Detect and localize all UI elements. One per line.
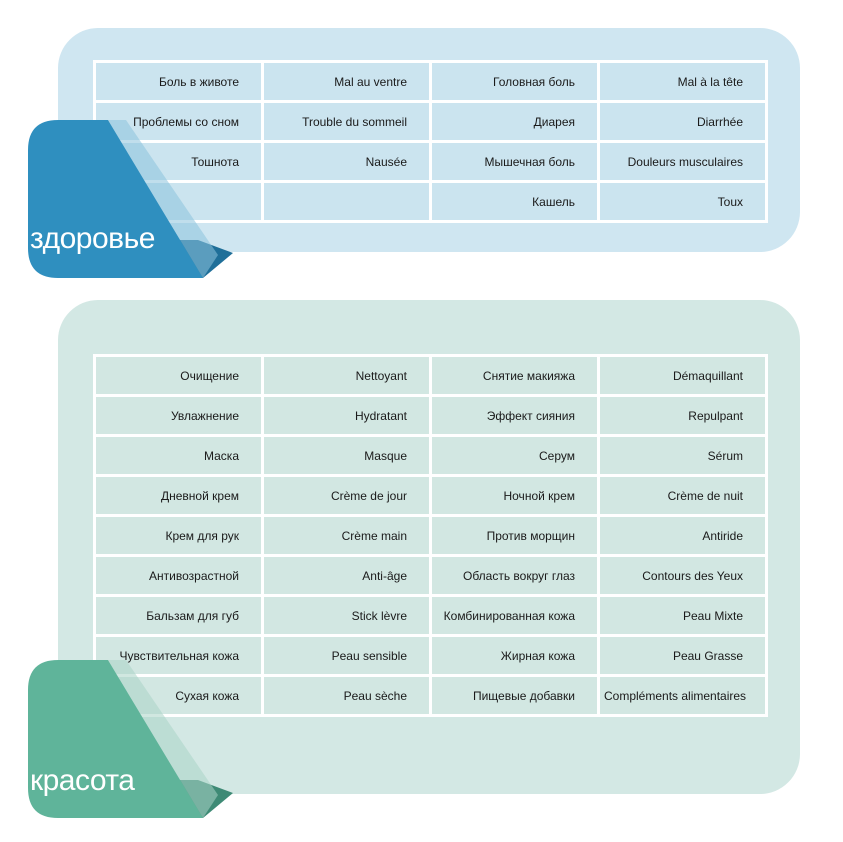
- health-cell: Головная боль: [431, 62, 599, 102]
- beauty-cell: Антивозрастной: [95, 556, 263, 596]
- beauty-cell: Démaquillant: [599, 356, 767, 396]
- beauty-row: [95, 356, 767, 396]
- beauty-cell: Repulpant: [599, 396, 767, 436]
- health-cell: Диарея: [431, 102, 599, 142]
- beauty-cell: Masque: [263, 436, 431, 476]
- health-title: здоровье: [30, 222, 155, 255]
- beauty-cell: Contours des Yeux: [599, 556, 767, 596]
- health-cell: Боль в животе: [95, 62, 263, 102]
- health-cell: Мышечная боль: [431, 142, 599, 182]
- health-cell: Nausée: [263, 142, 431, 182]
- beauty-cell: Крем для рук: [95, 516, 263, 556]
- beauty-row: [95, 516, 767, 556]
- beauty-cell: Peau Grasse: [599, 636, 767, 676]
- beauty-cell: Жирная кожа: [431, 636, 599, 676]
- beauty-row: [95, 556, 767, 596]
- health-tab: [28, 100, 238, 280]
- beauty-row: [95, 596, 767, 636]
- health-cell: [263, 182, 431, 222]
- beauty-cell: Peau sèche: [263, 676, 431, 716]
- beauty-cell: Peau Mixte: [599, 596, 767, 636]
- beauty-cell: Sérum: [599, 436, 767, 476]
- beauty-cell: Crème main: [263, 516, 431, 556]
- beauty-title: красота: [30, 764, 135, 797]
- health-cell: Mal au ventre: [263, 62, 431, 102]
- beauty-cell: Peau sensible: [263, 636, 431, 676]
- health-cell: Тошнота: [95, 142, 263, 182]
- beauty-cell: Эффект сияния: [431, 396, 599, 436]
- beauty-cell: Бальзам для губ: [95, 596, 263, 636]
- beauty-cell: Stick lèvre: [263, 596, 431, 636]
- beauty-cell: Дневной крем: [95, 476, 263, 516]
- beauty-cell: Ночной крем: [431, 476, 599, 516]
- health-cell: Проблемы со сном: [95, 102, 263, 142]
- beauty-cell: Сухая кожа: [95, 676, 263, 716]
- beauty-cell: Compléments alimentaires: [599, 676, 767, 716]
- beauty-cell: Область вокруг глаз: [431, 556, 599, 596]
- beauty-cell: Чувствительная кожа: [95, 636, 263, 676]
- beauty-cell: Снятие макияжа: [431, 356, 599, 396]
- beauty-tab: [28, 640, 238, 820]
- beauty-cell: Против морщин: [431, 516, 599, 556]
- beauty-cell: Hydratant: [263, 396, 431, 436]
- beauty-cell: Crème de nuit: [599, 476, 767, 516]
- health-cell: Toux: [599, 182, 767, 222]
- beauty-row: [95, 396, 767, 436]
- beauty-cell: Crème de jour: [263, 476, 431, 516]
- health-cell: Trouble du sommeil: [263, 102, 431, 142]
- health-cell: Douleurs musculaires: [599, 142, 767, 182]
- health-row: [95, 62, 767, 102]
- beauty-cell: Пищевые добавки: [431, 676, 599, 716]
- health-cell: Кашель: [431, 182, 599, 222]
- beauty-cell: Anti-âge: [263, 556, 431, 596]
- beauty-cell: Комбинированная кожа: [431, 596, 599, 636]
- beauty-cell: Nettoyant: [263, 356, 431, 396]
- health-cell: Mal à la tête: [599, 62, 767, 102]
- health-cell: Diarrhée: [599, 102, 767, 142]
- beauty-cell: Очищение: [95, 356, 263, 396]
- beauty-row: [95, 476, 767, 516]
- beauty-row: [95, 436, 767, 476]
- beauty-cell: Увлажнение: [95, 396, 263, 436]
- beauty-cell: Серум: [431, 436, 599, 476]
- beauty-cell: Antiride: [599, 516, 767, 556]
- beauty-cell: Маска: [95, 436, 263, 476]
